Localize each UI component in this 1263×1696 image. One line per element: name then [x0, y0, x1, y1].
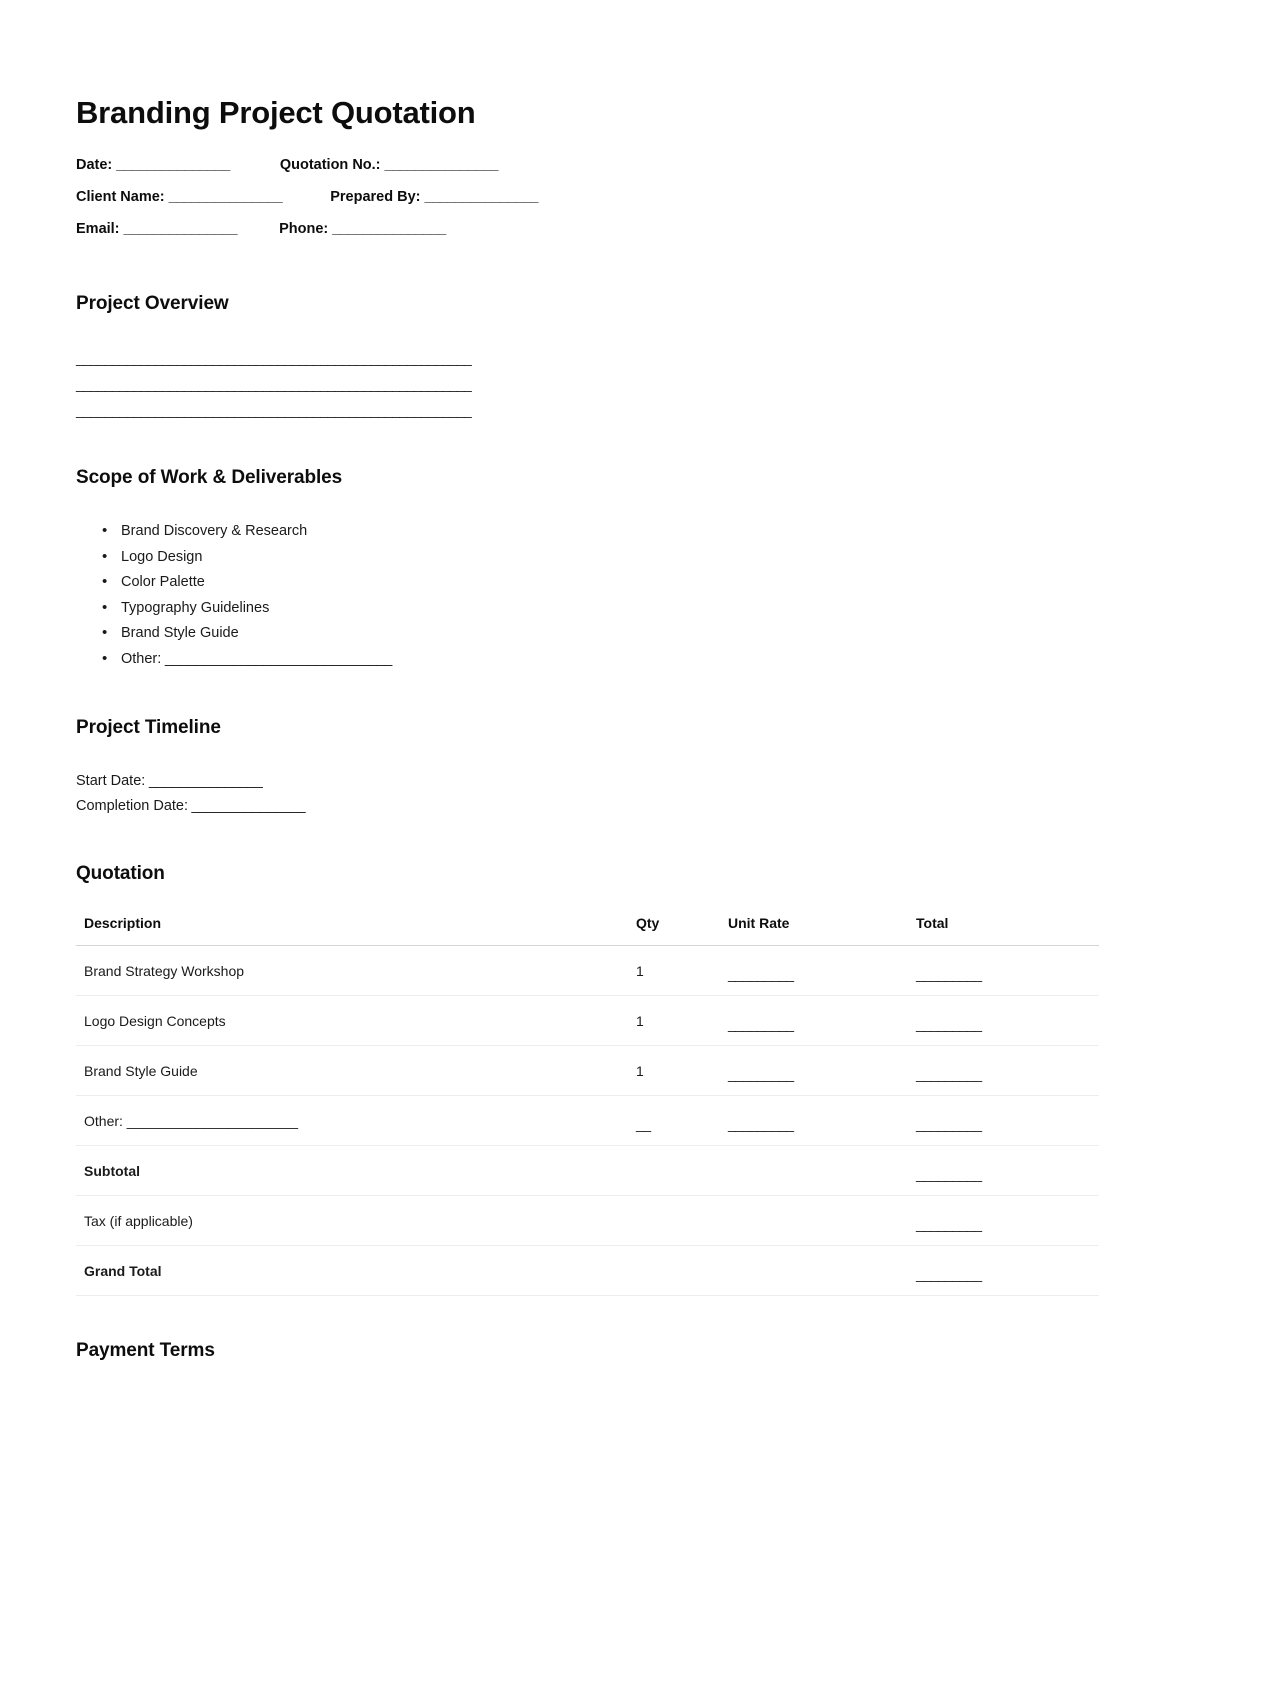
scope-item-label: Typography Guidelines [121, 599, 270, 616]
project-overview-lines [76, 345, 1187, 423]
column-header-description: Description [76, 915, 636, 946]
table-row-tax [76, 1195, 1099, 1245]
quotation-table [76, 915, 1099, 1296]
overview-line[interactable]: _______________________________________________________ [76, 350, 472, 366]
completion-date-label: Completion Date: [76, 797, 189, 814]
email-label: Email: [76, 221, 120, 237]
list-item [102, 596, 1187, 622]
list-item [102, 519, 1187, 545]
cell-unit-rate [728, 1145, 916, 1195]
date-label: Date: [76, 157, 113, 173]
cell-unit-rate [728, 1245, 916, 1295]
cell-qty [636, 1145, 728, 1195]
scope-item-label: Brand Style Guide [121, 625, 239, 642]
table-row [76, 995, 1099, 1045]
table-row-other [76, 1095, 1099, 1145]
table-row [76, 1045, 1099, 1095]
start-date-blank[interactable]: _______________ [145, 772, 263, 789]
scope-list [76, 519, 1187, 673]
quotation-section [76, 863, 1187, 1296]
project-overview-section [76, 293, 1187, 423]
list-item [102, 545, 1187, 571]
completion-date-row [76, 794, 1187, 819]
unit-rate-blank[interactable]: _________ [728, 965, 794, 982]
scope-item-label: Brand Discovery & Research [121, 523, 308, 539]
cell-unit-rate[interactable] [728, 945, 916, 995]
column-header-unit-rate: Unit Rate [728, 915, 916, 946]
subtotal-blank[interactable]: _________ [916, 1165, 982, 1182]
scope-other-blank[interactable]: ______________________________ [161, 650, 392, 667]
email-blank[interactable]: _______________ [123, 221, 238, 237]
cell-qty: 1 [636, 1045, 728, 1095]
cell-total[interactable] [916, 1045, 1099, 1095]
cell-description: Brand Style Guide [76, 1045, 636, 1095]
cell-qty [636, 1195, 728, 1245]
scope-heading: Scope of Work & Deliverables [76, 467, 343, 488]
cell-total[interactable] [916, 1195, 1099, 1245]
column-header-qty: Qty [636, 915, 728, 946]
project-overview-heading: Project Overview [76, 293, 229, 314]
date-blank[interactable]: _______________ [116, 157, 230, 173]
cell-total[interactable] [916, 1145, 1099, 1195]
scope-item-label: Logo Design [121, 548, 203, 565]
unit-rate-blank[interactable]: _________ [728, 1115, 794, 1132]
total-blank[interactable]: _________ [916, 1115, 982, 1132]
meta-row-client [76, 189, 1187, 205]
total-blank[interactable]: _________ [916, 965, 982, 982]
column-header-total: Total [916, 915, 1099, 946]
cell-label-tax: Tax (if applicable) [76, 1195, 636, 1245]
cell-qty: 1 [636, 945, 728, 995]
scope-section [76, 467, 1187, 673]
cell-unit-rate[interactable] [728, 1095, 916, 1145]
prepared-by-label: Prepared By: [330, 189, 421, 205]
timeline-heading: Project Timeline [76, 716, 221, 738]
page-title: Branding Project Quotation [76, 95, 476, 130]
quotation-no-blank[interactable]: _______________ [384, 157, 498, 173]
timeline-section [76, 717, 1187, 819]
total-blank[interactable]: _________ [916, 1015, 982, 1032]
cell-unit-rate[interactable] [728, 995, 916, 1045]
meta-row-date [76, 157, 1187, 173]
table-row-grand-total [76, 1245, 1099, 1295]
cell-total[interactable] [916, 1095, 1099, 1145]
table-row-subtotal [76, 1145, 1099, 1195]
list-item [102, 621, 1187, 647]
cell-qty[interactable] [636, 1095, 728, 1145]
table-header-row [76, 915, 1099, 946]
grand-total-blank[interactable]: _________ [916, 1265, 982, 1282]
quotation-heading: Quotation [76, 862, 165, 884]
cell-qty: 1 [636, 995, 728, 1045]
cell-unit-rate[interactable] [728, 1045, 916, 1095]
cell-description: Brand Strategy Workshop [76, 945, 636, 995]
quotation-table-head [76, 915, 1099, 946]
meta-row-contact [76, 221, 1187, 237]
cell-unit-rate [728, 1195, 916, 1245]
quotation-no-label: Quotation No.: [279, 157, 381, 173]
phone-label: Phone: [279, 221, 329, 237]
cell-total[interactable] [916, 1245, 1099, 1295]
payment-terms-heading: Payment Terms [76, 1339, 215, 1361]
overview-line[interactable]: _______________________________________________________ [76, 402, 472, 418]
scope-item-label: Color Palette [121, 574, 205, 591]
cell-description: Logo Design Concepts [76, 995, 636, 1045]
list-item [102, 570, 1187, 596]
qty-blank[interactable]: __ [636, 1115, 651, 1132]
completion-date-blank[interactable]: _______________ [188, 797, 306, 814]
total-blank[interactable]: _________ [916, 1065, 982, 1082]
prepared-by-blank[interactable]: _______________ [424, 189, 538, 205]
document-meta-block [76, 157, 1187, 237]
cell-description-other[interactable]: Other: ______________________ [76, 1095, 636, 1145]
overview-line[interactable]: _______________________________________________________ [76, 376, 472, 392]
start-date-label: Start Date: [76, 772, 146, 789]
cell-total[interactable] [916, 945, 1099, 995]
cell-total[interactable] [916, 995, 1099, 1045]
client-name-blank[interactable]: _______________ [168, 189, 283, 205]
unit-rate-blank[interactable]: _________ [728, 1065, 794, 1082]
cell-label-subtotal: Subtotal [76, 1145, 636, 1195]
start-date-row [76, 769, 1187, 794]
payment-terms-section [76, 1340, 1187, 1362]
phone-blank[interactable]: _______________ [332, 221, 446, 237]
cell-qty [636, 1245, 728, 1295]
scope-item-label: Other: [121, 650, 162, 667]
table-row [76, 945, 1099, 995]
unit-rate-blank[interactable]: _________ [728, 1015, 794, 1032]
list-item-other [102, 647, 1187, 673]
tax-blank[interactable]: _________ [916, 1215, 982, 1232]
client-name-label: Client Name: [76, 189, 165, 205]
quotation-table-body [76, 945, 1099, 1295]
cell-label-grand-total: Grand Total [76, 1245, 636, 1295]
